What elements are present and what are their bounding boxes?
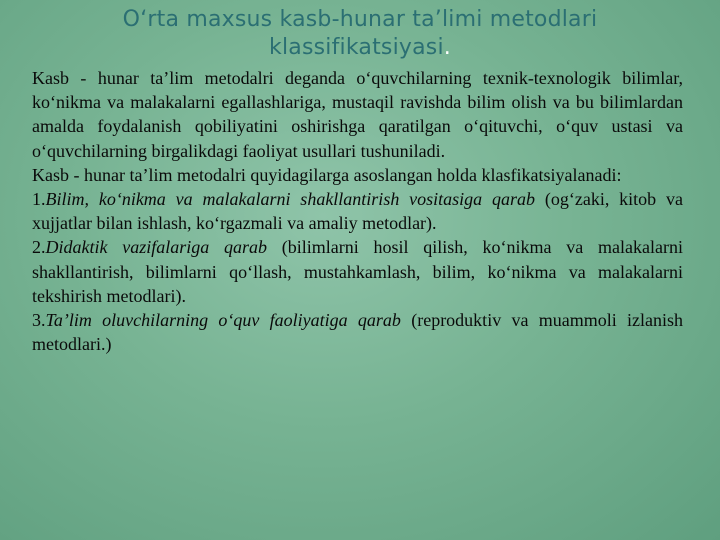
slide-title-period: .: [443, 35, 451, 60]
definition-paragraph: Kasb - hunar ta’lim metodalri deganda o‘quvchilarning texnik-texnologik bilimlar, ko‘nikma va malakalarni egallashlariga, mustaqil ravishda bilim olish va bu bilimlardan amalda foydalanish qobiliyatini oshirishga qaratilgan o‘qituvchi, o‘quv ustasi va o‘quvchilarning birgalikdagi faoliyat usullari tushuniladi.: [32, 68, 683, 161]
item-title: Bilim, ko‘nikma va malakalarni shakllantirish vositasiga qarab: [45, 189, 536, 210]
item-number: 3.: [32, 310, 46, 331]
classification-intro: Kasb - hunar ta’lim metodalri quyidagilarga asoslangan holda klasfikatsiyalanadi:: [32, 164, 622, 185]
slide-body: [32, 66, 683, 356]
classification-item-3: [32, 308, 683, 356]
slide-title: [30, 6, 690, 62]
item-title: Ta’lim oluvchilarning o‘quv faoliyatiga qarab: [45, 310, 401, 331]
item-text: (reproduktiv va muammoli izlanish metodlari.): [32, 310, 683, 355]
classification-item-1: [32, 187, 683, 235]
item-number: 2.: [32, 237, 46, 258]
item-text: (og‘zaki, kitob va xujjatlar bilan ishlash, ko‘rgazmali va amaliy metodlar).: [32, 189, 683, 234]
classification-item-2: [32, 235, 683, 308]
item-text: (bilimlarni hosil qilish, ko‘nikma va malakalarni shakllantirish, bilimlarni qo‘llash, mustahkamlash, bilim, ko‘nikma va malakalarni tekshirish metodlari).: [32, 237, 683, 306]
item-title: Didaktik vazifalariga qarab: [45, 237, 268, 258]
slide-title-text: O‘rta maxsus kasb-hunar ta’limi metodlari klassifikatsiyasi: [122, 7, 598, 60]
item-number: 1.: [32, 189, 46, 210]
